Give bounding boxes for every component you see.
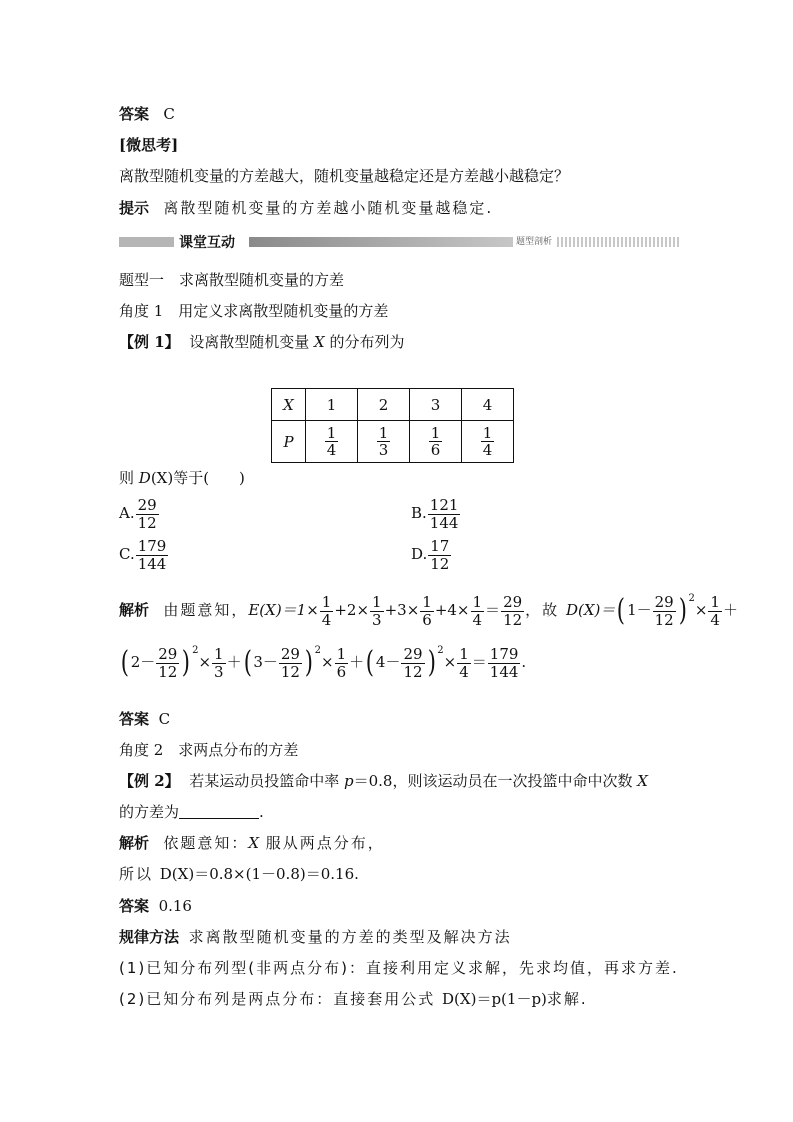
option-b: B. $\frac{121}{144}$: [411, 496, 459, 532]
var-x: X: [314, 333, 325, 351]
table-head: X: [272, 389, 306, 421]
answer-value: C: [163, 105, 175, 123]
method-item-1: (1)已知分布列型(非两点分布)：直接利用定义求解，先求均值，再求方差.: [119, 959, 679, 977]
solution-2-line-1: 解析 依题意知：X 服从两点分布，: [119, 834, 385, 852]
answer-label: 答案: [119, 105, 150, 123]
example-2-line-1: 【例 2】 若某运动员投篮命中率 p＝0.8，则该运动员在一次投篮中命中次数 X: [119, 772, 648, 790]
table-cell: 2: [358, 389, 410, 421]
example-1-question: 则 D(X)等于( ): [119, 469, 245, 487]
solution-2-line-2: 所以 D(X)＝0.8×(1－0.8)＝0.16.: [119, 865, 359, 883]
answer-line-1: [119, 103, 175, 124]
answer-line-3: 答案 0.16: [119, 897, 192, 915]
solution-1-line-2: ( 2－ $\frac{29}{12}$ ) $^2$× $\frac{1}{3}$ ＋( 3－ $\frac{29}{12}$ ) $^2$× $\frac{1}{6}$ ＋( 4－ $\frac{29}{12}$ ) $^2$× $\frac{1}{4}$ ＝ $\frac{179}{144}$ .: [120, 645, 527, 681]
table-cell: $\frac{1}{3}$: [358, 421, 410, 463]
micro-think-label: [微思考]: [119, 136, 179, 154]
table-cell: $\frac{1}{4}$: [306, 421, 358, 463]
table-cell: 3: [410, 389, 462, 421]
angle-heading-1: 角度 1 用定义求离散型随机变量的方差: [119, 302, 389, 320]
option-c: C. $\frac{179}{144}$: [119, 537, 167, 573]
answer-line-2: 答案 C: [119, 710, 171, 728]
section-tag: 题型剖析: [513, 234, 555, 247]
table-head: P: [272, 421, 306, 463]
table-cell: 1: [306, 389, 358, 421]
example-1-label: 【例 1】: [119, 333, 180, 351]
section-bar: [119, 233, 679, 249]
table-row: [272, 389, 514, 421]
hint-line: [119, 197, 493, 218]
example-1-text-end: 的分布列为: [324, 333, 405, 351]
distribution-table: [271, 388, 514, 463]
table-row: [272, 421, 514, 463]
angle-heading-2: 角度 2 求两点分布的方差: [119, 741, 299, 759]
example-1-text: 设离散型随机变量: [189, 333, 314, 351]
micro-think-question: 离散型随机变量的方差越大，随机变量越稳定还是方差越小越稳定？: [119, 167, 570, 185]
table-cell: 4: [462, 389, 514, 421]
type-heading: 题型一 求离散型随机变量的方差: [119, 271, 345, 289]
hint-label: 提示: [119, 199, 150, 217]
solution-1-line-1: 解析 由题意知，E(X)＝1× $\frac{1}{4}$ +2× $\frac{1}{3}$ +3× $\frac{1}{6}$ +4× $\frac{1}{4}$ ＝ $\frac{29}{12}$ ，故 D(X)＝( 1－ $\frac{29}{12}$ ) $^2$× $\frac{1}{4}$ ＋: [119, 593, 738, 629]
example-2-line-2: 的方差为 .: [119, 803, 264, 821]
section-title: 课堂互动: [179, 235, 235, 251]
example-1: [119, 331, 404, 352]
hint-text: 离散型随机变量的方差越小随机变量越稳定.: [163, 199, 494, 217]
method-item-2: (2)已知分布列是两点分布：直接套用公式 D(X)＝p(1－p)求解.: [119, 990, 588, 1008]
answer-blank: [179, 804, 259, 819]
solution-label: 解析: [119, 601, 150, 619]
table-cell: $\frac{1}{4}$: [462, 421, 514, 463]
option-a: A. $\frac{29}{12}$: [119, 496, 157, 532]
method-heading: 规律方法 求离散型随机变量的方差的类型及解决方法: [119, 928, 512, 946]
table-cell: $\frac{1}{6}$: [410, 421, 462, 463]
option-d: D. $\frac{17}{12}$: [411, 537, 450, 573]
